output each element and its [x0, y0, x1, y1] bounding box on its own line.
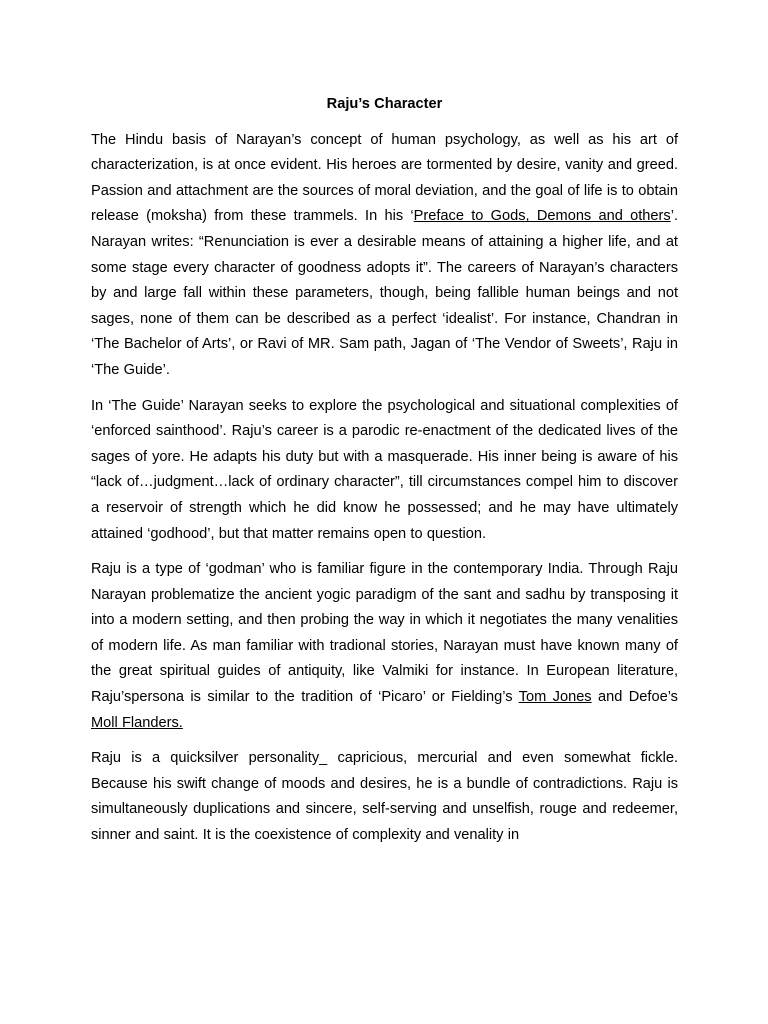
- paragraph-2: In ‘The Guide’ Narayan seeks to explore the psychological and situational complexities of ‘enforced sainthood’. Raju’s career is a parodic re-enactment of the dedicated lives of the sages of yore. He adapts his duty but with a masquerade. His inner being is aware of his “lack of…judgment…lack of ordinary character”, till circumstances compel him to discover a reservoir of strength which he did know he possessed; and he may have ultimately attained ‘godhood’, but that matter remains open to question.: [91, 397, 678, 542]
- paragraph-3-text-b: and Defoe’s: [591, 689, 678, 706]
- book-title-tom-jones: Tom Jones: [518, 689, 592, 706]
- paragraph-3: [91, 557, 678, 736]
- paragraph-1: [91, 128, 678, 384]
- book-title-moll-flanders: Moll Flanders.: [91, 714, 183, 731]
- paragraph-1-text-a: The Hindu basis of Narayan’s concept of human psychology, as well as his art of characterization, is at once evident. His heroes are tormented by desire, vanity and greed. Passion and attachment are the sources of moral deviation, and the goal of life is to obtain release (moksha) from these trammels. In his ‘: [91, 131, 678, 225]
- book-title-preface: Preface to Gods, Demons and others: [413, 208, 671, 225]
- paragraph-1-text-b: ’. Narayan writes: “Renunciation is ever a desirable means of attaining a higher life, and at some stage every character of goodness adopts it”. The careers of Narayan’s characters by and large fall within these parameters, though, being fallible human beings and not sages, none of them can be described as a perfect ‘idealist’. For instance, Chandran in ‘The Bachelor of Arts’, or Ravi of MR. Sam path, Jagan of ‘The Vendor of Sweets’, Raju in ‘The Guide’.: [91, 208, 678, 378]
- paragraph-4: Raju is a quicksilver personality_ capricious, mercurial and even somewhat fickle. Because his swift change of moods and desires, he is a bundle of contradictions. Raju is simultaneously duplications and sincere, self-serving and unselfish, rouge and redeemer, sinner and saint. It is the coexistence of complexity and venality in: [91, 750, 678, 844]
- paragraph-3-text-a: Raju is a type of ‘godman’ who is familiar figure in the contemporary India. Through Raju Narayan problematize the ancient yogic paradigm of the sant and sadhu by transposing it into a modern setting, and then probing the way in which it negotiates the many venalities of modern life. As man familiar with tradional stories, Narayan must have known many of the great spiritual guides of antiquity, like Valmiki for instance. In European literature, Raju’spersona is similar to the tradition of ‘Picaro’ or Fielding’s: [91, 561, 678, 706]
- page-title: Raju’s Character: [326, 96, 443, 112]
- document-body: [91, 92, 678, 849]
